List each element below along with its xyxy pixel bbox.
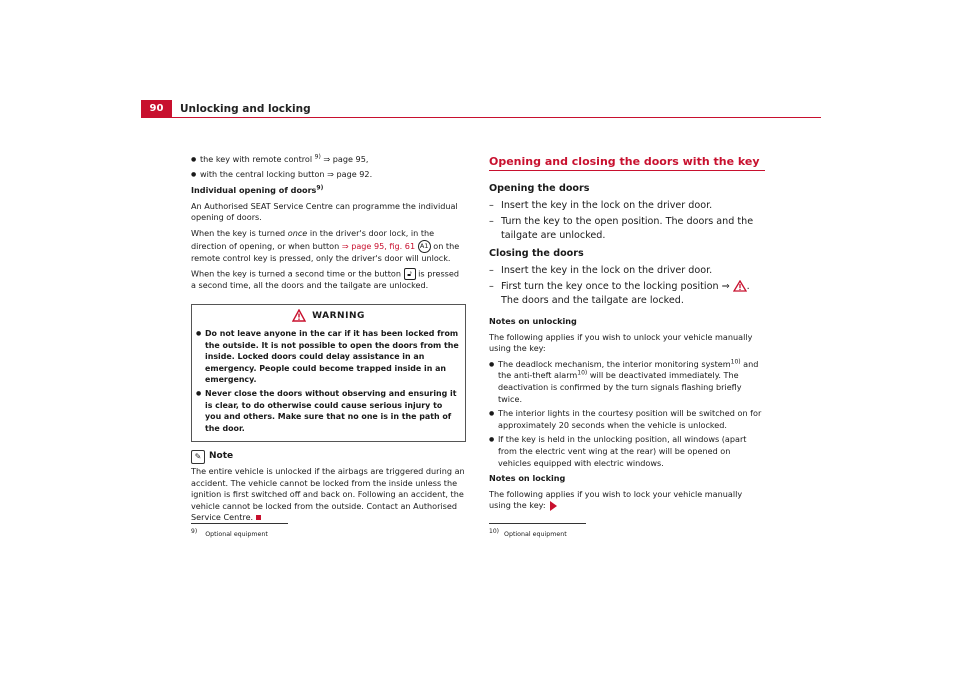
text: The following applies if you wish to lock your vehicle manually using the key:: [489, 488, 743, 511]
footnote-rule: [191, 523, 288, 524]
note-body: The entire vehicle is unlocked if the airbags are triggered during an accident. The vehicle cannot be locked from the inside unless the ignition is first switched off and back on. Following an accident, the vehicle cannot be locked from the outside. Contact an Authorised Service Centre.: [191, 466, 465, 523]
step: – Insert the key in the lock on the driver door.: [489, 264, 765, 278]
warning-item: ● Never close the doors without observing and ensuring it is clear, to do otherwise could cause serious injury to you and others. Make sure that no one is in the path of the door.: [196, 388, 461, 434]
left-column: [191, 154, 466, 528]
footnote-mark: 10): [489, 527, 499, 535]
text: When the key is turned a second time or the button: [191, 268, 404, 279]
opening-heading: Opening the doors: [489, 183, 590, 194]
footnote-ref: 9): [316, 184, 324, 192]
heading-text: Individual opening of doors: [191, 185, 317, 196]
warning-item: ● Do not leave anyone in the car if it has been locked from the outside. It is not possible to open the doors from the inside. Locked doors could delay assistance in an emergency. People could become trapped inside in an emergency.: [196, 328, 461, 385]
footnote-ref: 10): [730, 358, 741, 366]
note-text: [191, 466, 466, 524]
note-bullet: [489, 359, 765, 405]
footnote-ref: 9): [314, 153, 321, 161]
note-bullet: ● If the key is held in the unlocking position, all windows (apart from the electric vent wing at the rear) will be opened on vehicles equipped with electric windows.: [489, 434, 765, 469]
page-ref[interactable]: ⇒ page 95,: [320, 154, 369, 164]
closing-heading: Closing the doors: [489, 248, 584, 259]
paragraph: The following applies if you wish to unlock your vehicle manually using the key:: [489, 331, 753, 354]
footnote-text: Optional equipment: [504, 531, 567, 538]
note-header: [191, 450, 466, 464]
warning-content: [192, 328, 465, 441]
step: [489, 280, 765, 307]
paragraph: [191, 228, 466, 264]
warning-title: [192, 309, 465, 323]
continue-arrow-icon: [550, 501, 557, 511]
procedure: [489, 182, 765, 307]
footnote-ref: 10): [577, 369, 588, 377]
step-text: . The doors and the tailgate are locked.: [501, 281, 750, 306]
right-column: [489, 155, 765, 516]
warning-triangle-icon: [292, 309, 306, 322]
button-a1-icon: A1: [418, 240, 431, 253]
notes-unlock-heading: Notes on unlocking: [489, 316, 577, 326]
unlock-button-icon: 🔓︎: [404, 268, 416, 280]
note-title: Note: [209, 451, 234, 462]
header-rule: [141, 117, 821, 118]
text: When the key is turned: [191, 227, 288, 238]
bullet-remote-key: [191, 154, 466, 166]
paragraph: [489, 489, 765, 512]
footnote-mark: 9): [191, 527, 198, 535]
warning-triangle-icon[interactable]: [733, 280, 747, 292]
text: in the driver's door lock, in the direction of opening, or when button: [191, 227, 435, 251]
paragraph: An Authorised SEAT Service Centre can programme the individual opening of doors.: [191, 200, 458, 223]
text: The deadlock mechanism, the interior monitoring system: [498, 358, 731, 369]
text: and the anti-theft alarm: [498, 358, 759, 381]
footnote: [489, 527, 567, 538]
figure-link[interactable]: ⇒ page 95, fig. 61: [341, 240, 416, 251]
step-text: First turn the key once to the locking position ⇒: [501, 281, 733, 292]
step: – Insert the key in the lock on the driver door.: [489, 199, 765, 213]
bullet-text: the key with remote control: [200, 154, 315, 164]
running-title: Unlocking and locking: [180, 103, 311, 115]
individual-opening-heading: [191, 185, 466, 197]
note-bullet: ● The interior lights in the courtesy position will be switched on for approximately 20 seconds when the vehicle is unlocked.: [489, 408, 765, 431]
text: is pressed a second time, all the doors and the tailgate are unlocked.: [191, 268, 460, 291]
paragraph: [191, 268, 466, 292]
text: on the remote control key is pressed, only the driver's door will unlock.: [191, 240, 460, 263]
notes: [489, 316, 765, 512]
section-title: Opening and closing the doors with the key: [489, 155, 765, 171]
warning-label: WARNING: [312, 310, 365, 321]
end-of-section-icon: [256, 515, 261, 520]
footnote-text: Optional equipment: [205, 531, 268, 538]
page-number: 90: [141, 100, 172, 117]
italic-text: once: [287, 227, 308, 238]
notes-lock-heading: Notes on locking: [489, 473, 566, 484]
text: will be deactivated immediately. The deactivation is confirmed by the turn signals flashing briefly twice.: [498, 370, 742, 404]
bullet-text: with the central locking button ⇒ page 92.: [200, 168, 373, 179]
warning-box: [191, 304, 466, 442]
bullet-central-locking: [191, 169, 466, 181]
note-icon: ✎: [191, 450, 205, 464]
footnote: [191, 527, 268, 538]
step: – Turn the key to the open position. The doors and the tailgate are unlocked.: [489, 215, 765, 242]
footnote-rule: [489, 523, 586, 524]
